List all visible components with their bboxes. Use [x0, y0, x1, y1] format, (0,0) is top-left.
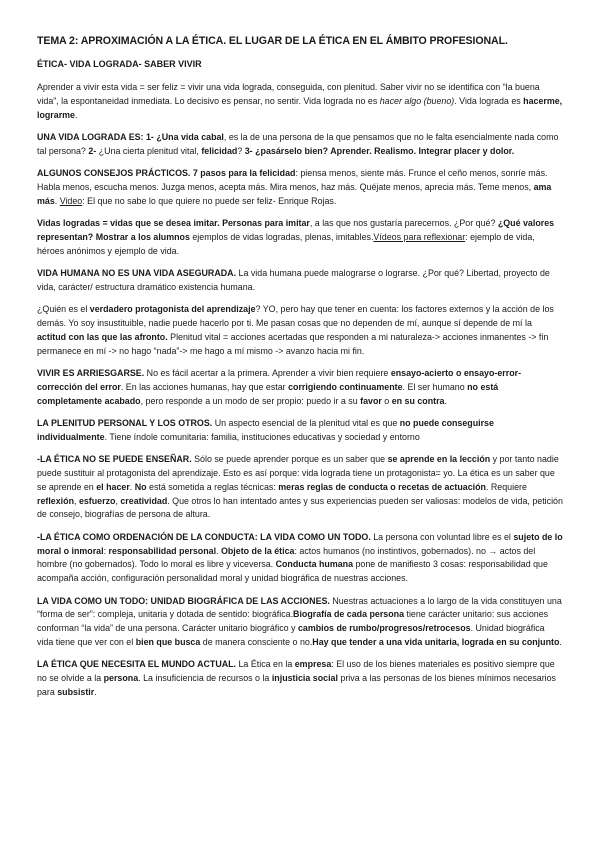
text-run: : El que no sabe lo que quiere no puede ser feliz- Enrique Rojas.	[82, 195, 337, 206]
paragraph-etica-no-ensenar	[37, 453, 563, 522]
text-run: , a las que nos gustaría parecernos. ¿Por qué?	[309, 218, 498, 229]
text-run: Sólo se puede aprender porque es un saber que	[191, 454, 388, 465]
bold-run: 2-	[88, 145, 97, 156]
bold-run: meras reglas de conducta o recetas de actuación	[278, 481, 486, 492]
text-run: .	[94, 687, 97, 698]
bold-run: el hacer	[96, 481, 130, 492]
bold-run: Hay que tender a una vida unitaria, lograda en su conjunto	[312, 637, 560, 648]
text-run: . Unidad biográfica vida tiene que ver con el	[37, 623, 545, 648]
text-run: La vida humana puede malograrse o lograrse. ¿Por qué? Libertad, proyecto de vida, carácter/ estructura dramático existencia humana.	[37, 268, 550, 292]
bold-run: Objeto de la ética	[220, 545, 295, 556]
text-run: pone de manifiesto 3 cosas: responsabilidad que acompaña acción, configuración personalidad moral y unidad biográfica de nuestras acciones.	[37, 559, 548, 584]
video-link[interactable]: Video	[59, 195, 83, 206]
paragraph-ordenacion-conducta	[37, 531, 563, 586]
text-run: y por tanto nadie puede sustituir al protagonista del aprendizaje. Esto es así porque: vida lograda tiene un protagonista= yo. La ética es un saber que se aprende en	[37, 454, 559, 492]
text-run: .	[216, 545, 221, 556]
text-run: o	[381, 395, 392, 406]
text-run: está sometida a reglas técnicas:	[146, 481, 279, 492]
bold-run: LA ÉTICA QUE NECESITA EL MUNDO ACTUAL.	[37, 659, 237, 670]
text-run: . Requiere	[485, 481, 527, 492]
bold-run: persona	[103, 673, 139, 684]
text-run: ¿Una cierta plenitud vital,	[96, 145, 202, 156]
bold-run: empresa	[294, 659, 332, 670]
bold-run: ¿Qué valores representan? Mostrar a los alumnos	[37, 218, 555, 242]
text-run: .	[74, 109, 78, 120]
section-subtitle: ÉTICA- VIDA LOGRADA- SABER VIVIR	[37, 59, 202, 69]
text-run: .	[54, 195, 60, 206]
bold-run: VIDA HUMANA NO ES UNA VIDA ASEGURADA.	[37, 268, 237, 279]
text-run: Nuestras actuaciones a lo largo de la vida constituyen una “forma de ser”: compleja, unitaria y dotada de sentido: biográfica.	[37, 595, 562, 620]
text-run: priva a las personas de los bienes mínimos necesarios para	[37, 673, 556, 698]
bold-run: UNA VIDA LOGRADA ES: 1- ¿Una vida cabal	[37, 131, 224, 142]
text-run: :	[103, 545, 109, 556]
bold-run: verdadero protagonista del aprendizaje	[89, 304, 256, 315]
paragraph-consejos-practicos	[37, 167, 563, 208]
paragraph-vidas-logradas	[37, 217, 563, 258]
text-run: ? YO, pero hay que tener en cuenta: los factores externos y la acción de los demás. Yo soy insustituible, nadie puede hacerlo por ti. Me pasan cosas que no dependen de mí, aunque sí depende de mí la	[37, 304, 554, 329]
bold-run: felicidad	[201, 145, 238, 156]
text-run: Plenitud vital = acciones acertadas que responden a mi naturaleza-> acciones inmanentes -> fin permanece en mí -> no hago “nada”-> me hago a mí mismo -> avanzo hacia mi fin.	[37, 331, 549, 356]
bold-run: reflexión	[37, 495, 74, 506]
text-run: ¿Quién es el	[37, 304, 90, 315]
videos-reflexionar-link[interactable]: Vídeos para reflexionar	[373, 231, 466, 242]
bold-run: subsistir	[57, 687, 95, 698]
text-run: Aprender a vivir esta vida = ser feliz = vivir una vida lograda, conseguida, con plenitud. Saber vivir no se identifica con “la buena vida”, la espontaneidad inmediata. Lo decisivo es pensar, no sentir. Vida lograda no es	[37, 82, 540, 106]
text-run: : piensa menos, siente más. Frunce el ceño menos, sonríe más. Habla menos, escucha menos. Juzga menos, acepta más. Mira menos, haz más. Quéjate menos, aprecia más. Teme menos,	[37, 168, 548, 192]
text-run: .	[559, 637, 562, 648]
bold-run: no está completamente acabado	[37, 381, 499, 406]
paragraph-vida-lograda	[37, 81, 563, 122]
text-run: . Vida lograda es	[454, 95, 524, 106]
bold-run: creatividad	[120, 495, 168, 506]
text-run: : actos humanos (no instintivos, gobernados). no → actos del hombre (no gobernados). Todo lo moral es libre y viceversa.	[37, 545, 536, 570]
bold-run: LA VIDA COMO UN TODO: UNIDAD BIOGRÁFICA DE LAS ACCIONES.	[37, 595, 330, 606]
paragraph-vivir-arriesgarse	[37, 367, 563, 408]
text-run: : ejemplo de vida, héroes anónimos y ejemplo de vida.	[37, 231, 535, 256]
bold-run: actitud con las que las afronto.	[37, 331, 168, 342]
text-run: ,	[74, 495, 79, 506]
text-run: tiene carácter unitario: sus acciones conforman “la vida” de una persona. Carácter unitario biográfico y	[37, 609, 549, 634]
text-run: .	[129, 481, 135, 492]
bold-run: en su contra	[391, 395, 445, 406]
bold-run: -LA ÉTICA NO SE PUEDE ENSEÑAR.	[37, 454, 192, 465]
bold-run: no puede conseguirse individualmente	[37, 418, 494, 442]
bold-run: Vidas logradas = vidas que se desea imitar. Personas para imitar	[37, 218, 310, 229]
text-run: La persona con voluntad libre es el	[370, 531, 514, 542]
text-run: ?	[237, 145, 245, 156]
bold-run: Biografía de cada persona	[293, 609, 405, 620]
text-run: La Ética en la	[236, 659, 295, 670]
italic-run: hacer algo (bueno)	[379, 95, 455, 106]
text-run: No es fácil acertar a la primera. Aprender a vivir bien requiere	[144, 368, 391, 379]
bold-run: cambios de rumbo/progresos/retrocesos	[297, 623, 471, 634]
document-title: TEMA 2: APROXIMACIÓN A LA ÉTICA. EL LUGAR DE LA ÉTICA EN EL ÁMBITO PROFESIONAL.	[37, 35, 508, 47]
text-run: Un aspecto esencial de la plenitud vital es que	[212, 418, 400, 429]
text-run: de manera consciente o no.	[200, 637, 313, 648]
bold-run: ama más	[37, 181, 552, 206]
bold-run: LA PLENITUD PERSONAL Y LOS OTROS.	[37, 418, 213, 429]
bold-run: corrigiendo continuamente	[288, 381, 403, 392]
bold-run: ALGUNOS CONSEJOS PRÁCTICOS. 7 pasos para la felicidad	[37, 168, 296, 179]
text-run: ,	[115, 495, 121, 506]
bold-run: ensayo-acierto o ensayo-error-corrección del error	[37, 368, 522, 392]
text-run: . Que otros lo han intentado antes y sus experiencias pueden ser valiosas: modelos de vida, petición de consejo, biografías de persona de altura.	[37, 495, 563, 520]
bold-run: se aprende en la lección	[387, 454, 491, 465]
text-run: . El ser humano	[402, 381, 468, 392]
bold-run: bien que busca	[135, 637, 201, 648]
text-run: . La insuficiencia de recursos o la	[138, 673, 272, 684]
bold-run: VIVIR ES ARRIESGARSE.	[37, 368, 145, 379]
paragraph-unidad-biografica	[37, 595, 563, 650]
paragraph-etica-mundo-actual	[37, 658, 563, 699]
bold-run: ¿pasárselo bien? Aprender. Realismo. Integrar placer y dolor.	[255, 145, 515, 156]
text-run: . Tiene índole comunitaria: familia, instituciones educativas y sociedad y entorno	[104, 431, 420, 442]
paragraph-vida-humana	[37, 267, 563, 295]
paragraph-plenitud-personal	[37, 417, 563, 445]
bold-run: Conducta humana	[275, 559, 354, 570]
bold-run: No	[134, 481, 147, 492]
bold-run: responsabilidad personal	[108, 545, 217, 556]
bold-run: esfuerzo	[78, 495, 116, 506]
bold-run: -LA ÉTICA COMO ORDENACIÓN DE LA CONDUCTA: LA VIDA COMO UN TODO.	[37, 531, 371, 542]
bold-run: 3-	[244, 145, 253, 156]
paragraph-una-vida-lograda	[37, 131, 563, 159]
bold-run: hacerme, lograrme	[37, 95, 563, 120]
text-run: . En las acciones humanas, hay que estar	[120, 381, 289, 392]
text-run: ejemplos de vidas logradas, plenas, imitables.	[189, 231, 374, 242]
bold-run: sujeto de lo moral o inmoral	[37, 531, 563, 556]
text-run: , pero responde a un modo de ser propio: puedo ir a su	[140, 395, 361, 406]
text-run: , es la de una persona de la que pensamos que no le falta esencialmente nada como tal persona?	[37, 131, 559, 156]
bold-run: injusticia social	[271, 673, 338, 684]
paragraph-protagonista	[37, 303, 563, 358]
bold-run: favor	[360, 395, 382, 406]
text-run: .	[444, 395, 447, 406]
text-run: : El uso de los bienes materiales es positivo siempre que no se olvide a la	[37, 659, 555, 684]
